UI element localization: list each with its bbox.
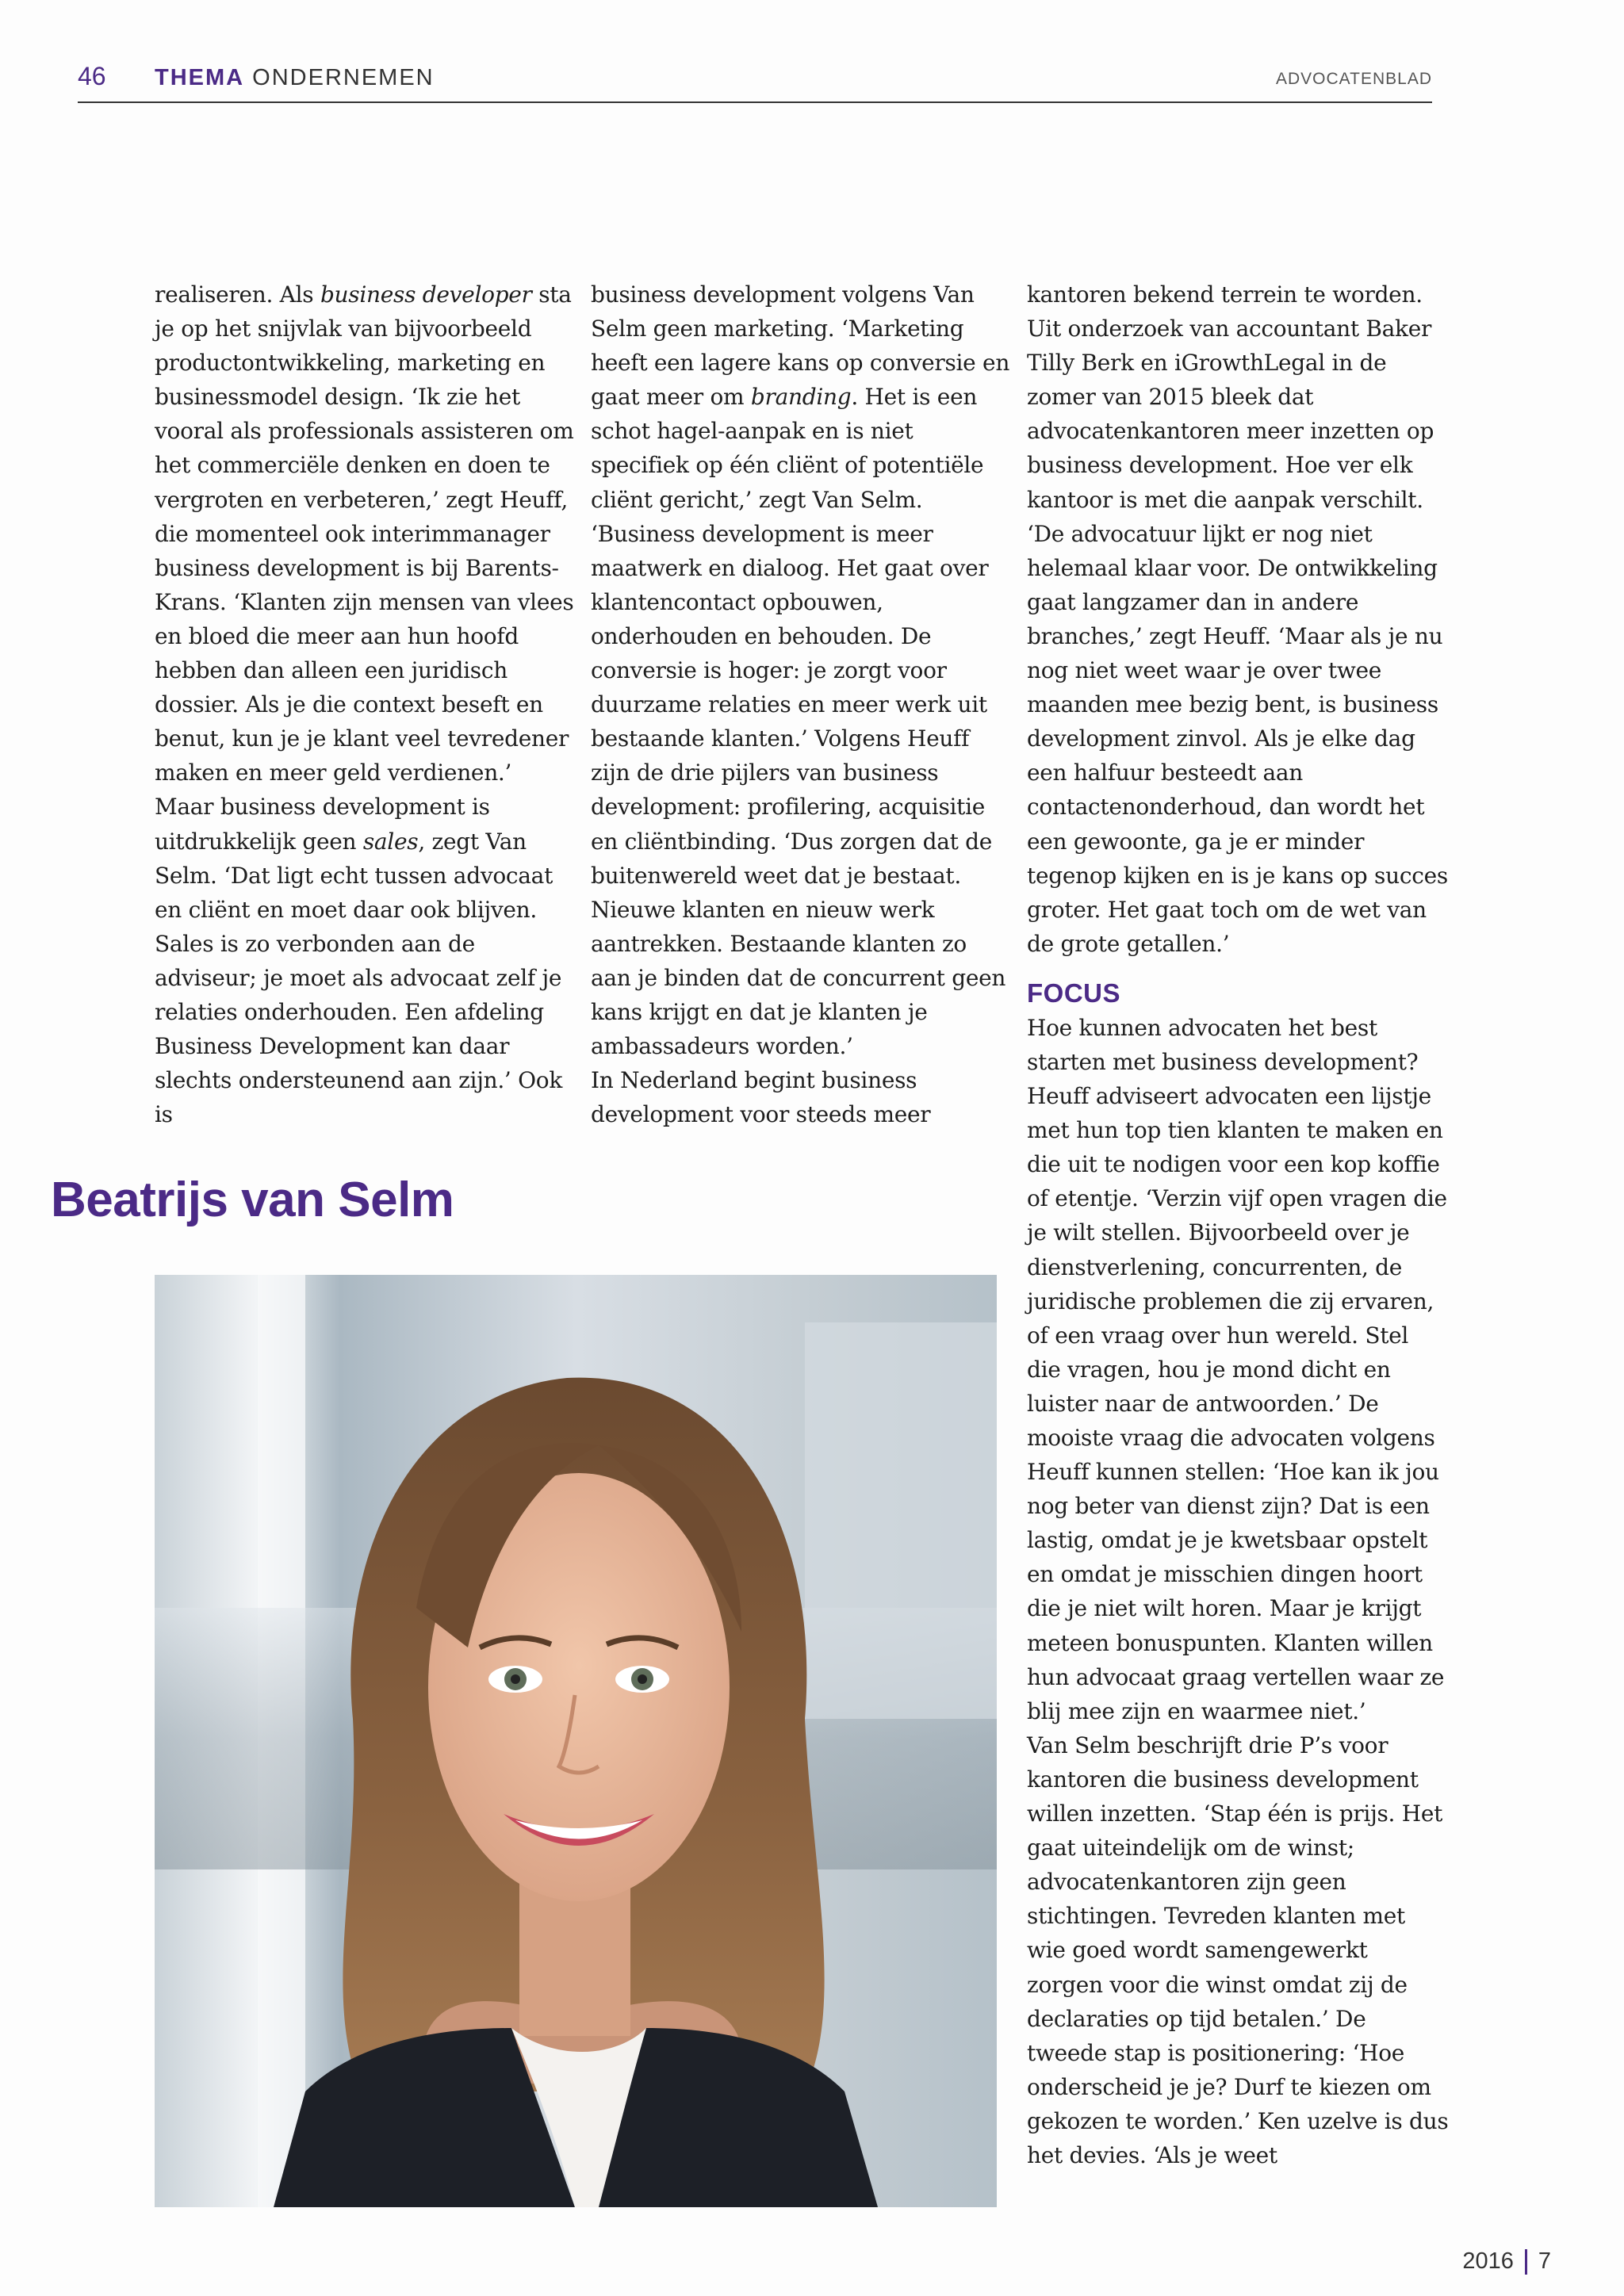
section-accent: THEMA <box>155 65 245 90</box>
portrait-photo <box>155 1275 997 2207</box>
paragraph: Van Selm beschrijft drie P’s voor kantoren die business development willen inzetten. ‘Stap één is prijs. Het gaat uiteindelijk om de winst; advocatenkantoren zijn geen stichtingen. Tevreden klanten met wie goed wordt samengewerkt zorgen voor die winst omdat zij de declaraties op tijd betalen.’ De tweede stap is positionering: ‘Hoe onderscheid je je? Durf te kiezen om gekozen te worden.’ Ken uzelve is dus het devies. ‘Als je weet <box>1027 1732 1449 2168</box>
paragraph: kantoren bekend terrein te worden. Uit onderzoek van accountant Baker Tilly Berk en iGrowthLegal in de zomer van 2015 bleek dat advocatenkantoren meer inzetten op business development. Hoe ver elk kantoor is met die aanpak verschilt. ‘De advocatuur lijkt er nog niet helemaal klaar voor. De ontwikkeling gaat langzamer dan in andere branches,’ zegt Heuff. ‘Maar als je nu nog niet weet waar je over twee maanden mee bezig bent, is business development zinvol. Als je elke dag een halfuur besteedt aan contactenonderhoud, dan wordt het een gewoonte, ga je er minder tegenop kijken en is je kans op succes groter. Het gaat toch om de wet van de grote getallen.’ <box>1027 281 1448 957</box>
portrait-name-heading: Beatrijs van Selm <box>51 1173 454 1227</box>
emphasis: sales <box>362 828 419 855</box>
paragraph: In Nederland begint business development voor steeds meer <box>591 1067 931 1128</box>
publication-name: ADVOCATENBLAD <box>1276 70 1432 88</box>
footer-year: 2016 <box>1462 2248 1514 2274</box>
footer-page-number: 7 <box>1538 2248 1551 2274</box>
subheading-focus: FOCUS <box>1027 978 1120 1008</box>
emphasis: branding <box>750 384 852 411</box>
article-column-1 <box>155 277 576 1131</box>
section-rest: ONDERNEMEN <box>252 65 435 90</box>
article-column-2 <box>591 277 1013 1131</box>
footer-divider <box>1525 2249 1527 2275</box>
paragraph: Hoe kunnen advocaten het best starten met business development? Heuff adviseert advocaten een lijstje met hun top tien klanten te maken en die uit te nodigen voor een kop koffie of etentje. ‘Verzin vijf open vragen die je wilt stellen. Bijvoorbeeld over je dienstverlening, concurrenten, de juridische problemen die zij ervaren, of een vraag over hun wereld. Stel die vragen, hou je mond dicht en luister naar de antwoorden.’ De mooiste vraag die advocaten volgens Heuff kunnen stellen: ‘Hoe kan ik jou nog beter van dienst zijn? Dat is een lastig, omdat je je kwetsbaar opstelt en omdat je misschien dingen hoort die je niet wilt horen. Maar je krijgt meteen bonuspunten. Klanten willen hun advocaat graag vertellen waar ze blij mee zijn en waarmee niet.’ <box>1027 1014 1447 1724</box>
page-number: 46 <box>78 62 106 90</box>
page-footer <box>1462 2248 1551 2275</box>
paragraph: business development volgens Van Selm geen marketing. ‘Marketing heeft een lagere kans op conversie en gaat meer om branding. Het is een schot hagel-aanpak en is niet specifiek op één cliënt of potentiële cliënt gericht,’ zegt Van Selm. ‘Business development is meer maatwerk en dialoog. Het gaat over klantencontact opbouwen, onderhouden en behouden. De conversie is hoger: je zorgt voor duurzame relaties en meer werk uit bestaande klanten.’ Volgens Heuff zijn de drie pijlers van business development: profilering, acquisitie en cliëntbinding. ‘Dus zorgen dat de buitenwereld weet dat je bestaat. Nieuwe klanten en nieuw werk aantrekken. Bestaande klanten zo aan je binden dat de concurrent geen kans krijgt en dat je klanten je ambassadeurs worden.’ <box>591 281 1010 1060</box>
emphasis: business developer <box>320 281 532 308</box>
section-label <box>155 65 435 91</box>
paragraph: Maar business development is uitdrukkelijk geen sales, zegt Van Selm. ‘Dat ligt echt tussen advocaat en cliënt en moet daar ook blijven. Sales is zo verbonden aan de adviseur; je moet als advocaat zelf je relaties onderhouden. Een afdeling Business Development kan daar slechts ondersteunend aan zijn.’ Ook is <box>155 794 563 1128</box>
page-header <box>78 62 1432 103</box>
article-column-3 <box>1027 277 1449 2172</box>
paragraph: realiseren. Als business developer sta je op het snijvlak van bijvoorbeeld productontwikkeling, marketing en businessmodel design. ‘Ik zie het vooral als professionals assisteren om het commerciële denken en doen te vergroten en verbeteren,’ zegt Heuff, die momenteel ook interimmanager business development is bij Barents-Krans. ‘Klanten zijn mensen van vlees en bloed die meer aan hun hoofd hebben dan alleen een juridisch dossier. Als je die context beseft en benut, kun je je klant veel tevredener maken en meer geld verdienen.’ <box>155 281 574 786</box>
